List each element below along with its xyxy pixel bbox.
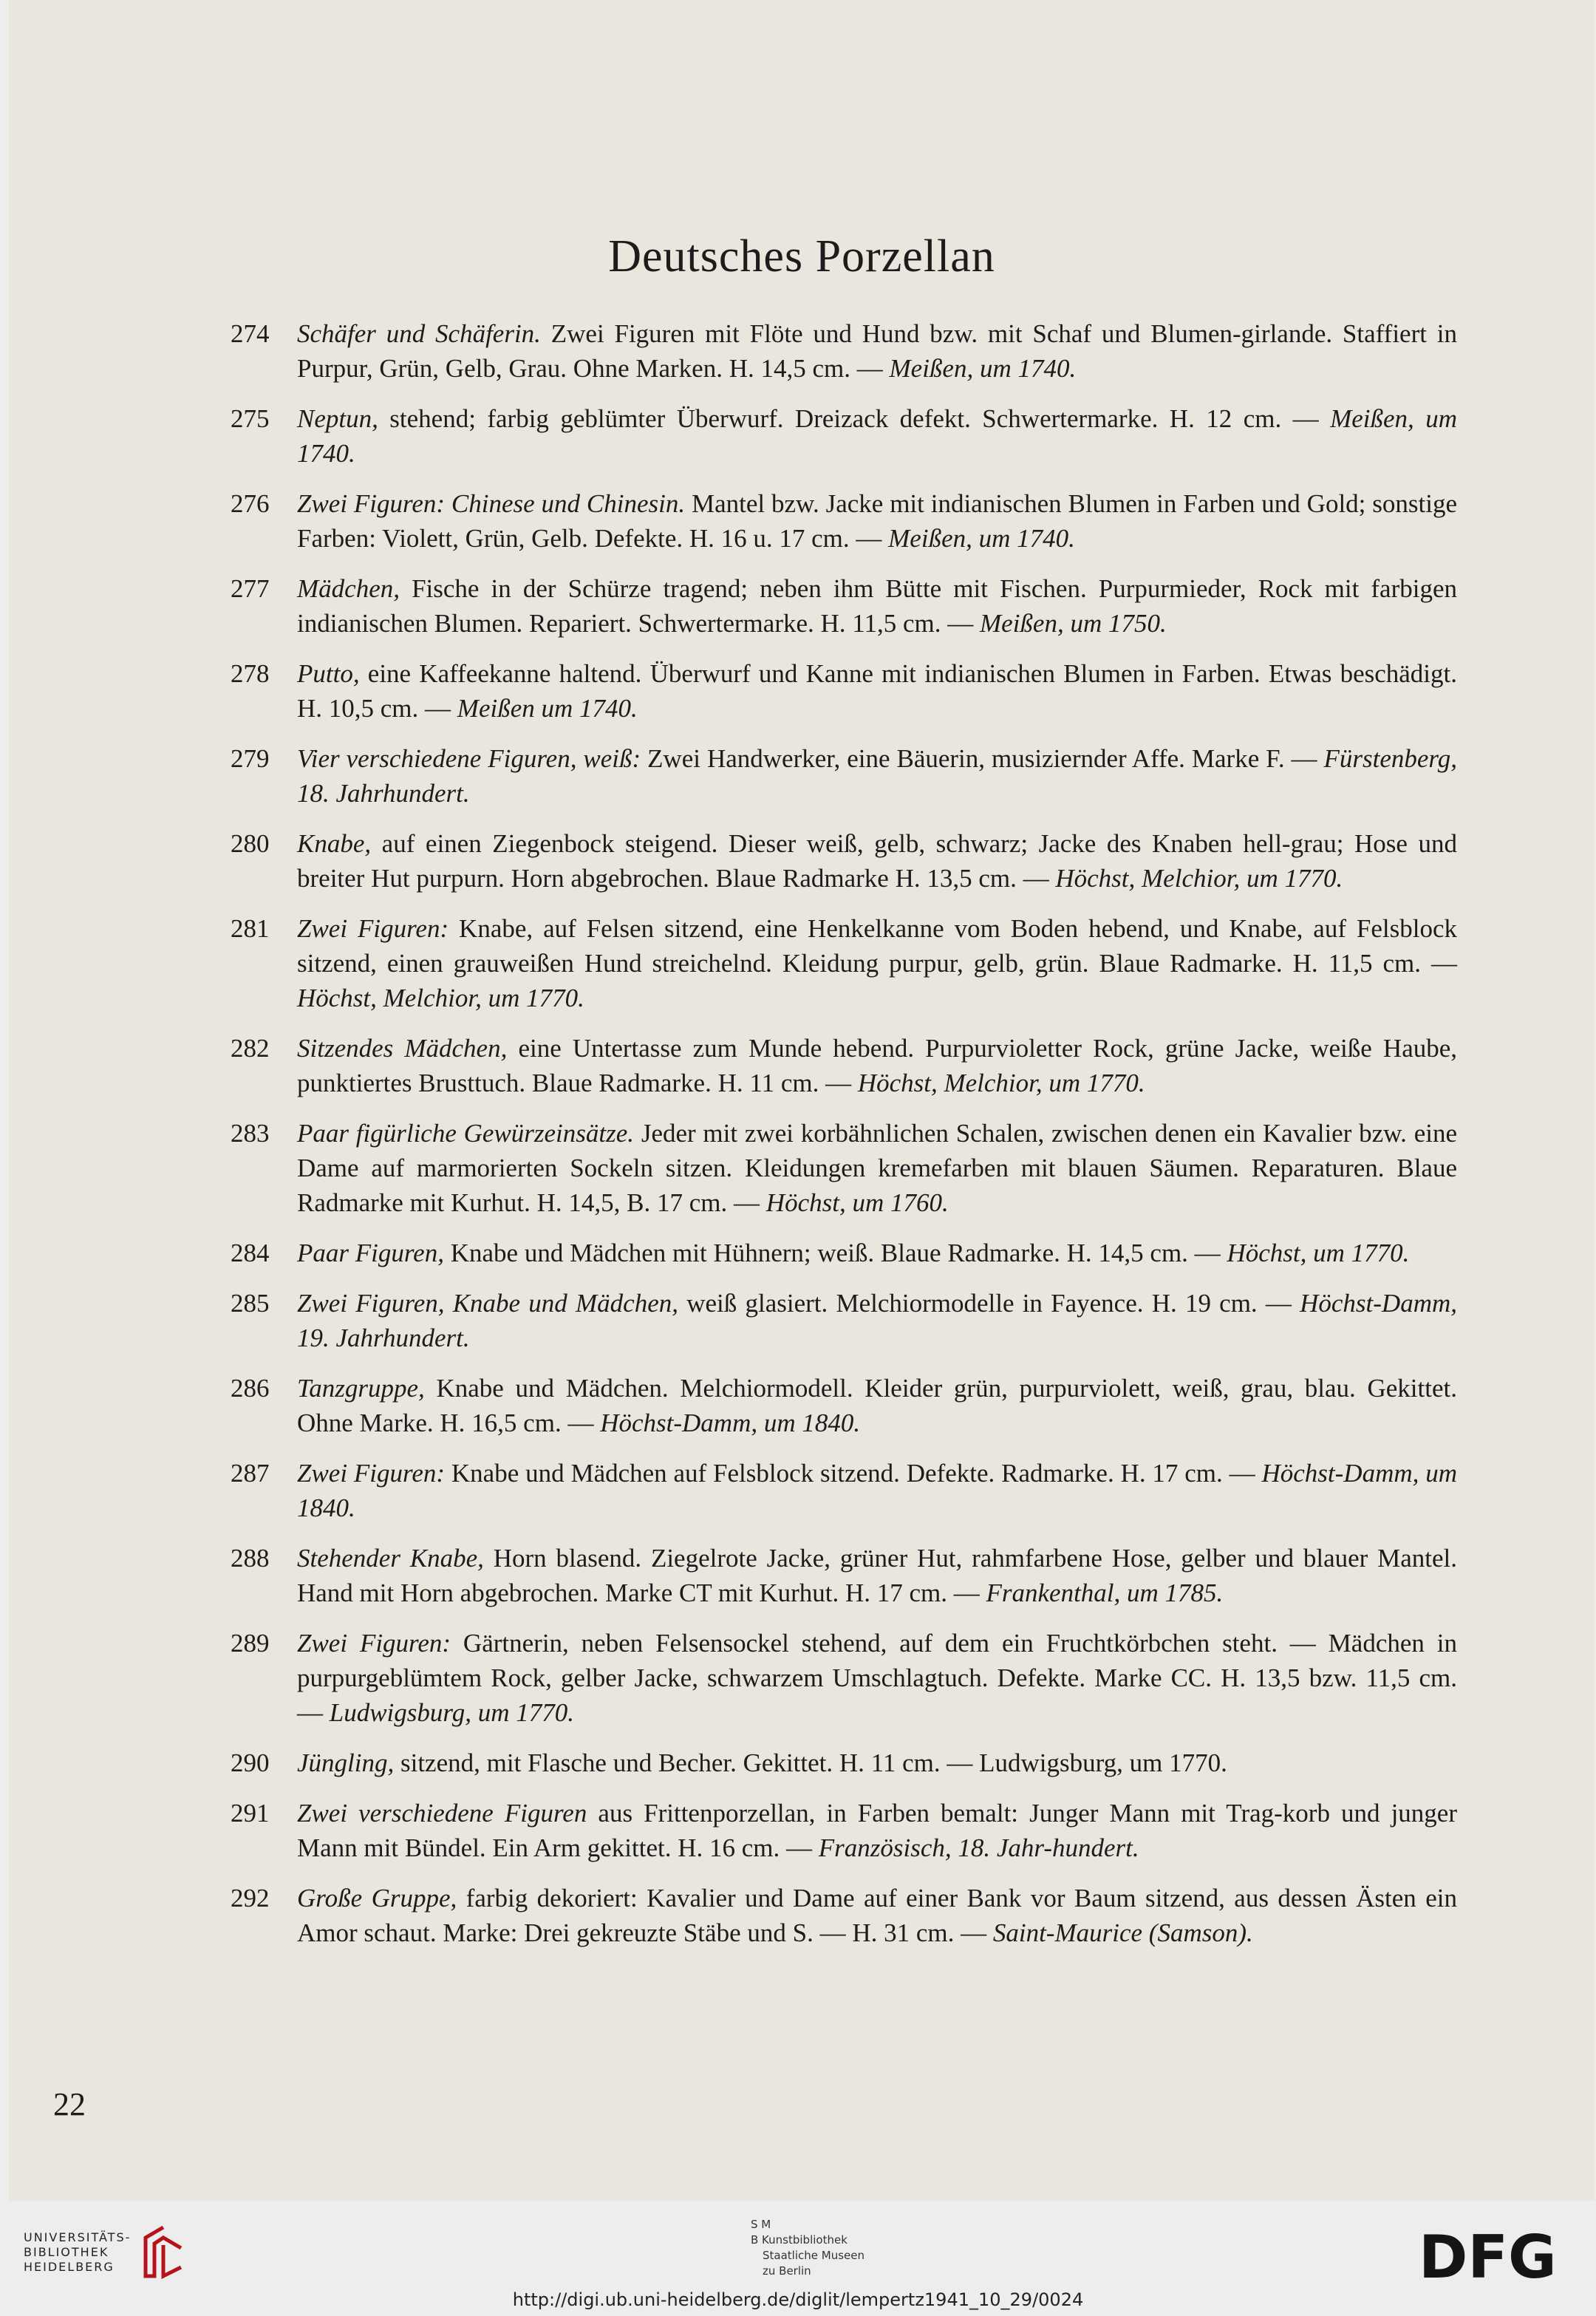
entry-number: 279 (231, 744, 270, 773)
entry-italic-text: Zwei Figuren, Knabe und Mädchen, (297, 1289, 678, 1318)
catalog-entry (231, 911, 1457, 1015)
entry-plain-text: Zwei Handwerker, eine Bäuerin, musiziernder Affe. Marke F. — (641, 744, 1324, 773)
entry-text (297, 1881, 1457, 1950)
catalog-entry (231, 1031, 1457, 1100)
catalog-entry (231, 316, 1457, 386)
smb-kunstbibliothek-logo[interactable] (751, 2217, 864, 2279)
catalog-entry (231, 1626, 1457, 1730)
entry-number: 280 (231, 829, 270, 858)
entry-plain-text: weiß glasiert. Melchiormodelle in Fayence. H. 19 cm. — (678, 1289, 1300, 1318)
entry-plain-text: farbig dekoriert: Kavalier und Dame auf einer Bank vor Baum sitzend, aus dessen Ästen ein Amor schaut. Marke: Drei gekreuzte Stäbe und S. — H. 31 cm. — (297, 1884, 1457, 1947)
dfg-logo[interactable] (1419, 2226, 1574, 2285)
scanned-page (9, 0, 1595, 2201)
entry-italic-text: Französisch, 18. Jahr-hundert. (818, 1833, 1139, 1862)
entry-plain-text: Fische in der Schürze tragend; neben ihm Bütte mit Fischen. Purpurmieder, Rock mit farbigen indianischen Blumen. Repariert. Schwertermarke. H. 11,5 cm. — (297, 574, 1457, 638)
entry-italic-text: Mädchen, (297, 574, 400, 603)
entry-italic-text: Höchst-Damm, um 1840. (600, 1409, 861, 1437)
entry-italic-text: Höchst, um 1760. (765, 1188, 949, 1217)
entry-text (297, 571, 1457, 641)
entry-number: 292 (231, 1884, 270, 1913)
entry-plain-text: auf einen Ziegenbock steigend. Dieser weiß, gelb, schwarz; Jacke des Knaben hell-grau; Hose und breiter Hut purpurn. Horn abgebrochen. Blaue Radmarke H. 13,5 cm. — (297, 829, 1457, 893)
entry-plain-text: Knabe und Mädchen mit Hühnern; weiß. Blaue Radmarke. H. 14,5 cm. — (443, 1239, 1227, 1267)
entry-number: 288 (231, 1544, 270, 1573)
entry-text (297, 1796, 1457, 1865)
center-line-3: Staatliche Museen (763, 2249, 864, 2262)
entry-italic-text: Zwei Figuren: (297, 1459, 446, 1488)
catalog-entry (231, 1796, 1457, 1865)
entry-number: 290 (231, 1748, 270, 1777)
entry-italic-text: Zwei verschiedene Figuren (297, 1799, 587, 1828)
catalog-entry (231, 741, 1457, 811)
entry-number: 274 (231, 319, 270, 348)
entry-text (297, 1286, 1457, 1355)
entry-italic-text: Höchst, Melchior, um 1770. (857, 1069, 1145, 1097)
entry-plain-text: Horn blasend. Ziegelrote Jacke, grüner Hut, rahmfarbene Hose, gelber und blauer Mantel. Hand mit Horn abgebrochen. Marke CT mit Kurhut. H. 17 cm. — (297, 1544, 1457, 1607)
page-number: 22 (53, 2086, 86, 2122)
catalog-entry (231, 401, 1457, 471)
entry-italic-text: Putto, (297, 659, 360, 688)
entry-italic-text: Große Gruppe, (297, 1884, 457, 1913)
entry-plain-text: Mantel bzw. Jacke mit indianischen Blumen in Farben und Gold; sonstige Farben: Violett, Grün, Gelb. Defekte. H. 16 u. 17 cm. — (297, 489, 1457, 553)
entry-plain-text: stehend; farbig geblümter Überwurf. Dreizack defekt. Schwertermarke. H. 12 cm. — (378, 404, 1331, 433)
entry-number: 281 (231, 914, 270, 943)
entry-text (297, 1031, 1457, 1100)
catalog-entry (231, 656, 1457, 726)
entry-italic-text: Zwei Figuren: Chinese und Chinesin. (297, 489, 686, 518)
center-line-4: zu Berlin (763, 2264, 811, 2278)
entry-number: 276 (231, 489, 270, 518)
entry-italic-text: Höchst, Melchior, um 1770. (297, 984, 584, 1012)
entry-italic-text: Höchst, um 1770. (1227, 1239, 1410, 1267)
entry-text (297, 1371, 1457, 1440)
entry-text (297, 656, 1457, 726)
entry-plain-text: eine Kaffeekanne haltend. Überwurf und Kanne mit indianischen Blumen in Farben. Etwas beschädigt. H. 10,5 cm. — (297, 659, 1457, 723)
entry-italic-text: Fürstenberg, 18. Jahrhundert. (297, 744, 1457, 808)
entry-italic-text: Meißen, um 1740. (297, 404, 1458, 468)
entry-number: 282 (231, 1034, 270, 1063)
entry-italic-text: Höchst-Damm, 19. Jahrhundert. (297, 1289, 1457, 1352)
catalog-entry (231, 1541, 1457, 1610)
entry-italic-text: Höchst-Damm, um 1840. (297, 1459, 1457, 1522)
entry-text (297, 1745, 1457, 1780)
catalog-entry (231, 1456, 1457, 1525)
dfg-logo-text: DFG (1419, 2226, 1557, 2285)
entry-italic-text: Meißen, um 1740. (889, 354, 1077, 383)
entry-italic-text: Meißen, um 1750. (980, 609, 1167, 638)
entry-italic-text: Vier verschiedene Figuren, weiß: (297, 744, 641, 773)
catalog-entry (231, 486, 1457, 556)
entry-plain-text: Gärtnerin, neben Felsensockel stehend, auf dem ein Fruchtkörbchen steht. — Mädchen in purpurgeblümtem Rock, gelber Jacke, schwarzem Umschlagtuch. Defekte. Marke CC. H. 13,5 bzw. 11,5 cm. — (297, 1629, 1457, 1727)
entry-plain-text: Jeder mit zwei korbähnlichen Schalen, zwischen denen ein Kavalier bzw. eine Dame auf marmorierten Sockeln sitzen. Kleidungen kremefarben mit blauen Säumen. Reparaturen. Blaue Radmarke mit Kurhut. H. 14,5, B. 17 cm. — (297, 1119, 1457, 1217)
entry-number: 277 (231, 574, 270, 603)
permalink-url[interactable]: http://digi.ub.uni-heidelberg.de/diglit/lempertz1941_10_29/0024 (512, 2289, 1084, 2310)
entry-plain-text: eine Untertasse zum Munde hebend. Purpurvioletter Rock, grüne Jacke, weiße Haube, punktiertes Brusttuch. Blaue Radmarke. H. 11 cm. — (297, 1034, 1458, 1097)
university-library-logo[interactable] (24, 2223, 185, 2282)
entry-italic-text: Jüngling, (297, 1748, 395, 1777)
entry-text (297, 316, 1457, 386)
page-title: Deutsches Porzellan (608, 231, 995, 282)
catalog-entry (231, 1881, 1457, 1950)
entry-italic-text: Zwei Figuren: (297, 1629, 451, 1658)
entry-italic-text: Meißen, um 1740. (888, 524, 1075, 553)
entry-plain-text: Zwei Figuren mit Flöte und Hund bzw. mit Schaf und Blumen-girlande. Staffiert in Purpur, Grün, Gelb, Grau. Ohne Marken. H. 14,5 cm. — (297, 319, 1457, 383)
catalog-entry (231, 1286, 1457, 1355)
catalog-entry (231, 1116, 1457, 1220)
entry-italic-text: Saint-Maurice (Samson). (992, 1918, 1253, 1947)
entry-italic-text: Sitzendes Mädchen, (297, 1034, 508, 1063)
entry-text (297, 826, 1457, 896)
entry-text (297, 1541, 1457, 1610)
entry-italic-text: Meißen um 1740. (457, 694, 638, 723)
entry-number: 285 (231, 1289, 270, 1318)
entry-italic-text: Höchst, Melchior, um 1770. (1055, 864, 1343, 893)
entry-text (297, 1456, 1457, 1525)
univ-line-3: HEIDELBERG (24, 2260, 115, 2274)
entry-italic-text: Paar Figuren, (297, 1239, 444, 1267)
viewer-footer (0, 2201, 1596, 2316)
univ-line-1: UNIVERSITÄTS- (24, 2230, 132, 2244)
entry-number: 284 (231, 1239, 270, 1267)
entry-text (297, 911, 1457, 1015)
entry-text (297, 1626, 1457, 1730)
entry-number: 278 (231, 659, 270, 688)
entry-number: 287 (231, 1459, 270, 1488)
entry-text (297, 486, 1457, 556)
entry-number: 291 (231, 1799, 270, 1828)
catalog-entries (231, 316, 1457, 1966)
entry-text (297, 741, 1457, 811)
entry-italic-text: Neptun, (297, 404, 378, 433)
entry-plain-text: Knabe, auf Felsen sitzend, eine Henkelkanne vom Boden hebend, und Knabe, auf Felsblock sitzend, einen grauweißen Hund streichelnd. Kleidung purpur, gelb, grün. Blaue Radmarke. H. 11,5 cm. — (297, 914, 1458, 978)
center-line-2: B Kunstbibliothek (751, 2233, 848, 2247)
entry-number: 283 (231, 1119, 270, 1148)
univ-line-2: BIBLIOTHEK (24, 2245, 109, 2259)
entry-italic-text: Stehender Knabe, (297, 1544, 484, 1573)
catalog-entry (231, 1371, 1457, 1440)
entry-italic-text: Schäfer und Schäferin. (297, 319, 541, 348)
catalog-entry (231, 1745, 1457, 1780)
entry-text (297, 1236, 1457, 1270)
entry-text (297, 1116, 1457, 1220)
entry-italic-text: Knabe, (297, 829, 372, 858)
entry-italic-text: Tanzgruppe, (297, 1374, 425, 1403)
entry-number: 275 (231, 404, 270, 433)
entry-plain-text: aus Frittenporzellan, in Farben bemalt: Junger Mann mit Trag-korb und junger Mann mit Bündel. Ein Arm gekittet. H. 16 cm. — (297, 1799, 1458, 1862)
entry-italic-text: Ludwigsburg, um 1770. (329, 1698, 575, 1727)
entry-number: 286 (231, 1374, 270, 1403)
entry-italic-text: Zwei Figuren: (297, 914, 449, 943)
entry-number: 289 (231, 1629, 270, 1658)
entry-italic-text: Paar figürliche Gewürzeinsätze. (297, 1119, 635, 1148)
entry-plain-text: Knabe und Mädchen auf Felsblock sitzend. Defekte. Radmarke. H. 17 cm. — (445, 1459, 1262, 1488)
heidelberg-emblem-icon (141, 2223, 185, 2282)
entry-italic-text: Frankenthal, um 1785. (986, 1578, 1224, 1607)
catalog-entry (231, 826, 1457, 896)
entry-text (297, 401, 1457, 471)
center-line-1: S M (751, 2218, 771, 2231)
entry-plain-text: sitzend, mit Flasche und Becher. Gekittet. H. 11 cm. — Ludwigsburg, um 1770. (394, 1748, 1227, 1777)
catalog-entry (231, 1236, 1457, 1270)
catalog-entry (231, 571, 1457, 641)
entry-plain-text: Knabe und Mädchen. Melchiormodell. Kleider grün, purpurviolett, weiß, grau, blau. Gekittet. Ohne Marke. H. 16,5 cm. — (297, 1374, 1457, 1437)
